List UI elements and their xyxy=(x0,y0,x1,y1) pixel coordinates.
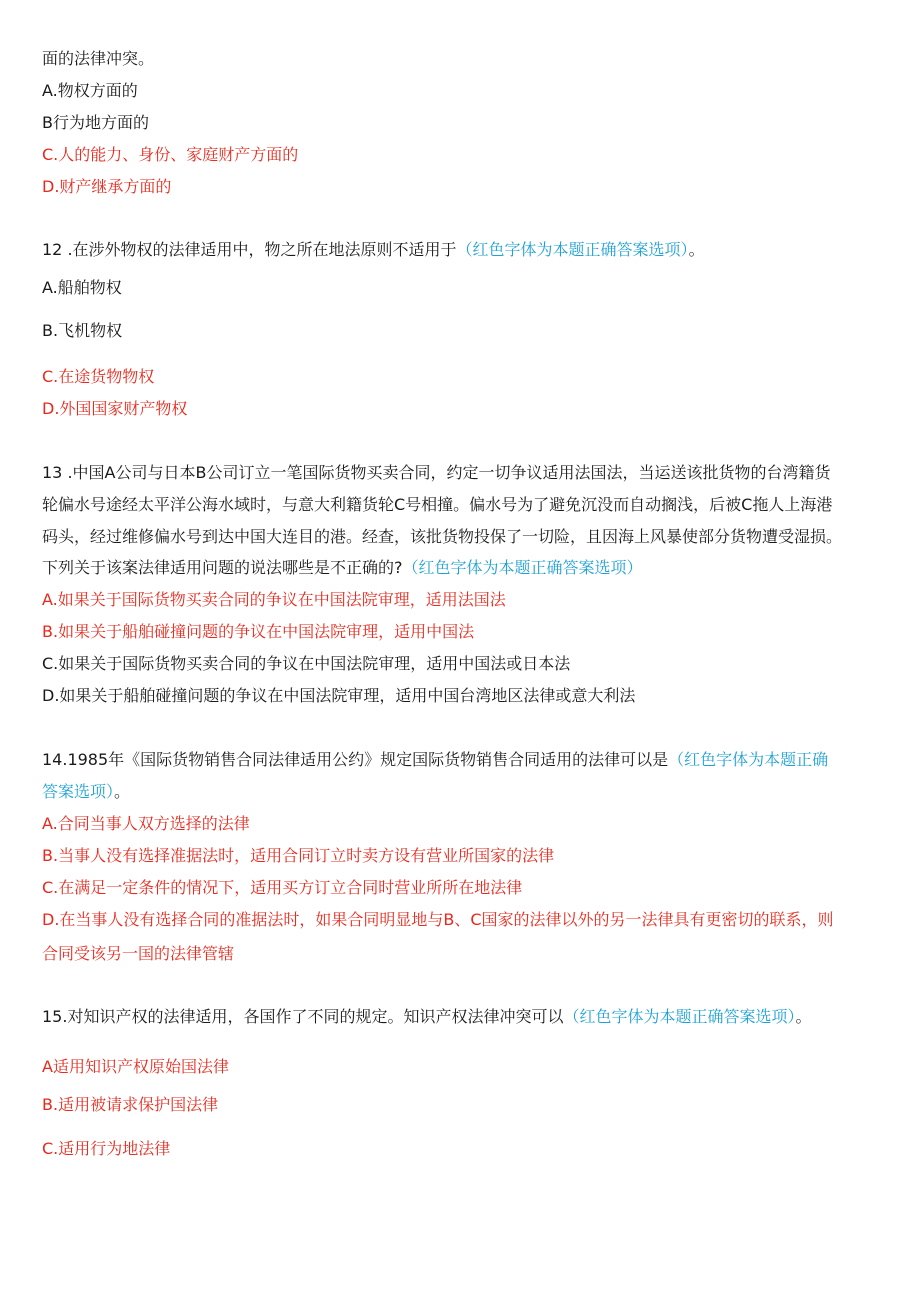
q13-stem-line1 xyxy=(42,462,830,484)
q12-number: 12 xyxy=(42,240,63,259)
q12-hint: （红色字体为本题正确答案选项） xyxy=(456,240,689,259)
q13-stem-line3: 码头，经过维修偏水号到达中国大连目的港。经查，该批货物投保了一切险，且因海上风暴使部分货物遭受湿损。 xyxy=(42,527,843,546)
q11-stem-tail: 面的法律冲突。 xyxy=(42,49,155,68)
q14-stem-text: 14.1985年《国际货物销售合同法律适用公约》规定国际货物销售合同适用的法律可以是 xyxy=(42,750,669,769)
q12-option-d: D.外国国家财产物权 xyxy=(42,399,188,418)
q12-option-b: B.飞机物权 xyxy=(42,321,123,340)
q14-option-a: A.合同当事人双方选择的法律 xyxy=(42,814,250,833)
q12-option-a: A.船舶物权 xyxy=(42,278,122,297)
q13-number: 13 xyxy=(42,463,63,482)
q15-stem xyxy=(42,1006,811,1028)
q11-option-c: C.人的能力、身份、家庭财产方面的 xyxy=(42,145,299,164)
q12-stem-text: .在涉外物权的法律适用中，物之所在地法原则不适用于 xyxy=(62,240,457,259)
q14-stem-line1 xyxy=(42,749,828,771)
q14-option-c: C.在满足一定条件的情况下，适用买方订立合同时营业所所在地法律 xyxy=(42,878,523,897)
q12-end: 。 xyxy=(688,240,705,259)
q13-hint: （红色字体为本题正确答案选项） xyxy=(402,558,643,577)
q14-option-b: B.当事人没有选择准据法时，适用合同订立时卖方设有营业所国家的法律 xyxy=(42,846,555,865)
q14-hint-line2: 答案选项） xyxy=(42,782,115,801)
q11-option-a: A.物权方面的 xyxy=(42,81,138,100)
q13-option-d: D.如果关于船舶碰撞问题的争议在中国法院审理，适用中国台湾地区法律或意大利法 xyxy=(42,686,636,705)
q14-stem-line2 xyxy=(42,781,130,803)
q15-hint: （红色字体为本题正确答案选项） xyxy=(563,1007,796,1026)
q14-option-d: D.在当事人没有选择合同的准据法时，如果合同明显地与B、C国家的法律以外的另一法律具有更密切的联系，则 xyxy=(42,910,834,929)
q14-end: 。 xyxy=(114,782,131,801)
q14-option-d-cont: 合同受该另一国的法律管辖 xyxy=(42,944,235,963)
q11-option-b: B行为地方面的 xyxy=(42,113,149,132)
q11-option-d: D.财产继承方面的 xyxy=(42,177,172,196)
q13-stem-line4 xyxy=(42,557,643,579)
q13-stem-text: .中国A公司与日本B公司订立一笔国际货物买卖合同，约定一切争议适用法国法，当运送该批货物的台湾籍货 xyxy=(62,463,831,482)
q12-stem xyxy=(42,239,705,261)
q13-stem-line4-text: 下列关于该案法律适用问题的说法哪些是不正确的? xyxy=(42,558,403,577)
q14-hint-line1: （红色字体为本题正确 xyxy=(668,750,829,769)
q13-option-b: B.如果关于船舶碰撞问题的争议在中国法院审理，适用中国法 xyxy=(42,622,475,641)
q15-option-b: B.适用被请求保护国法律 xyxy=(42,1095,219,1114)
q15-stem-text: 15.对知识产权的法律适用，各国作了不同的规定。知识产权法律冲突可以 xyxy=(42,1007,564,1026)
q13-option-a: A.如果关于国际货物买卖合同的争议在中国法院审理，适用法国法 xyxy=(42,590,506,609)
q15-option-a: A适用知识产权原始国法律 xyxy=(42,1057,229,1076)
q12-option-c: C.在途货物物权 xyxy=(42,367,155,386)
q13-option-c: C.如果关于国际货物买卖合同的争议在中国法院审理，适用中国法或日本法 xyxy=(42,654,571,673)
q15-option-c: C.适用行为地法律 xyxy=(42,1139,171,1158)
q13-stem-line2: 轮偏水号途经太平洋公海水域时，与意大利籍货轮C号相撞。偏水号为了避免沉没而自动搁浅，后被C拖人上海港 xyxy=(42,495,833,514)
q15-end: 。 xyxy=(795,1007,812,1026)
